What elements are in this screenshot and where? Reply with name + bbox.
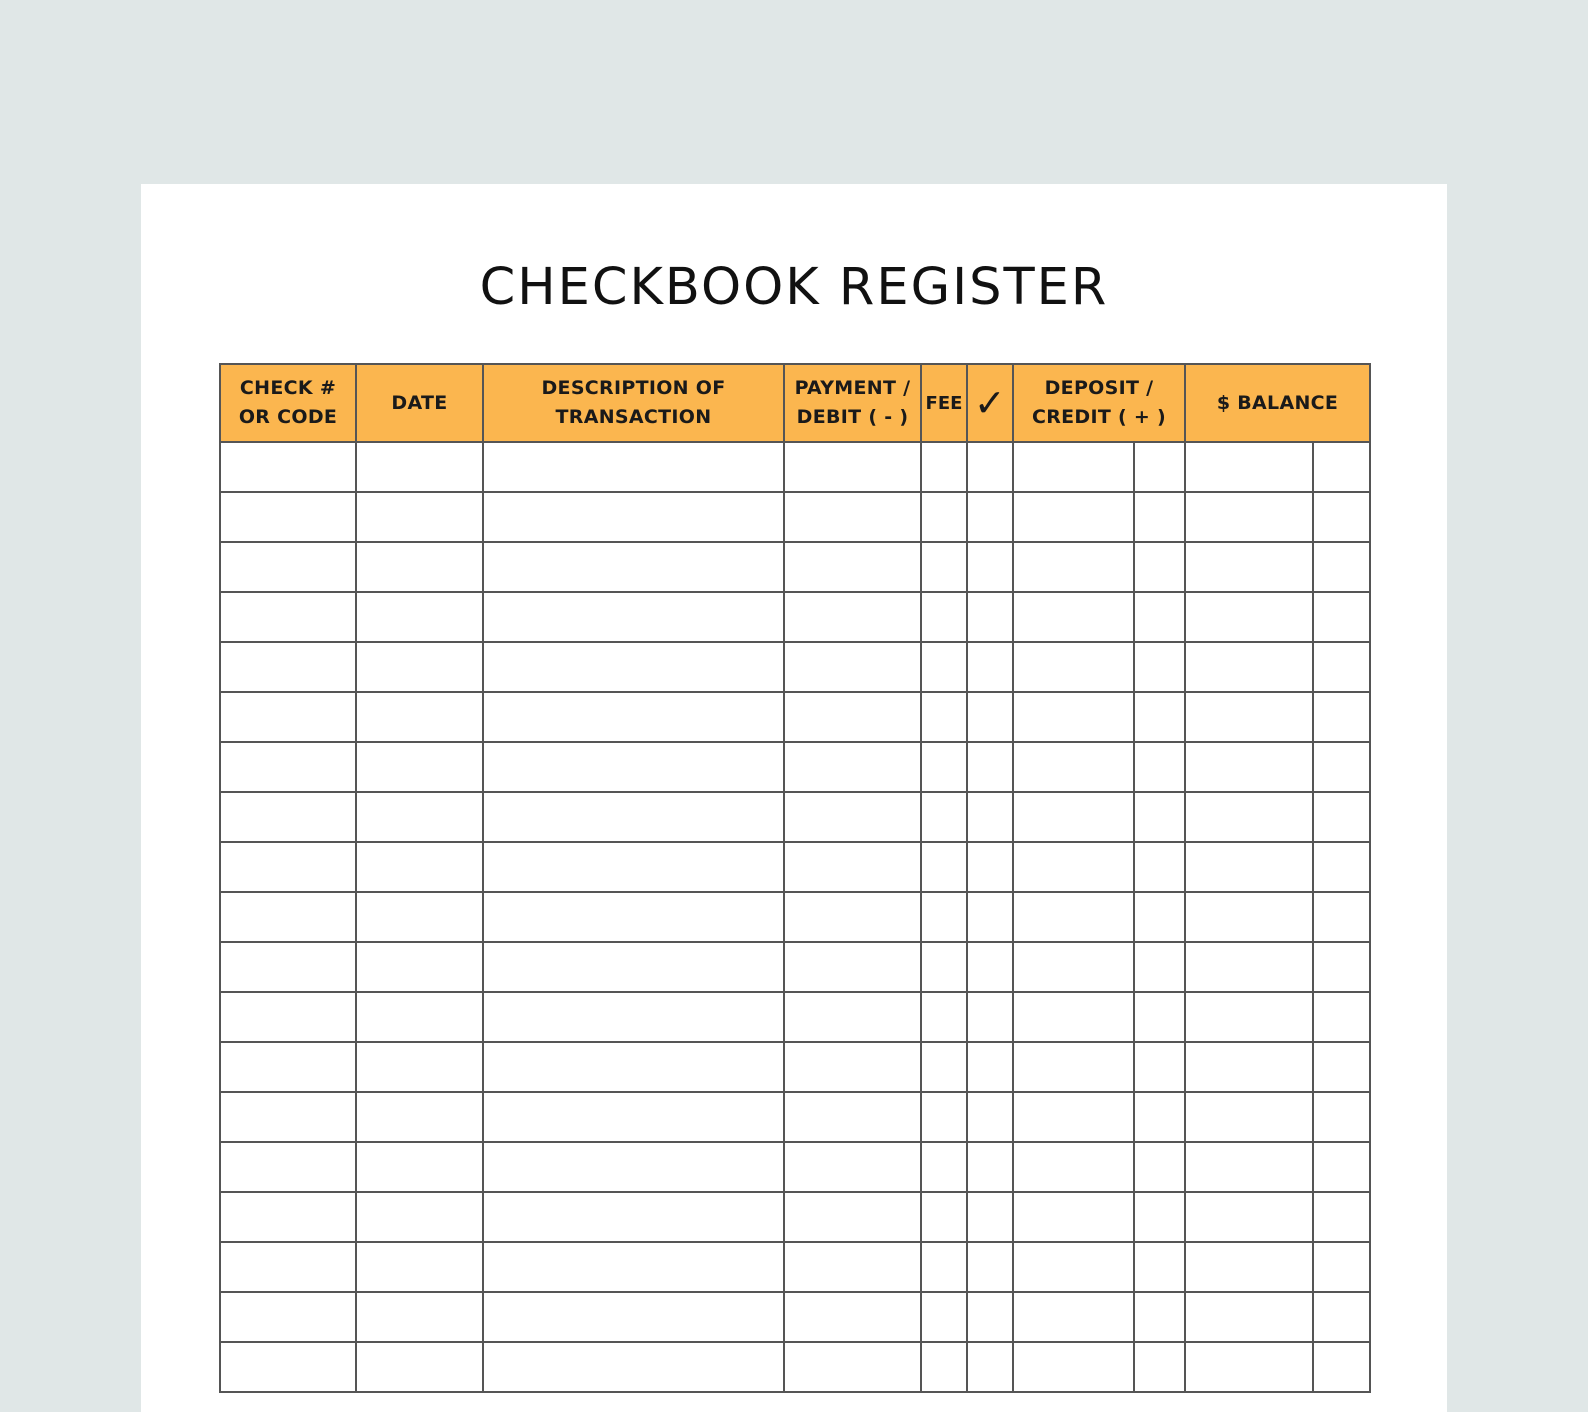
date-cell[interactable] [356, 442, 483, 492]
fee-cell[interactable] [921, 1092, 967, 1142]
balance-dollars-cell[interactable] [1185, 1242, 1313, 1292]
deposit-cents-cell[interactable] [1134, 742, 1185, 792]
fee-cell[interactable] [921, 542, 967, 592]
deposit-dollars-cell[interactable] [1013, 1192, 1134, 1242]
balance-cents-cell[interactable] [1313, 842, 1370, 892]
description-cell[interactable] [483, 1192, 784, 1242]
deposit-dollars-cell[interactable] [1013, 1342, 1134, 1392]
check-code-cell[interactable] [220, 592, 356, 642]
cleared-cell[interactable] [967, 842, 1013, 892]
register-row [220, 1342, 1370, 1392]
cleared-cell[interactable] [967, 492, 1013, 542]
description-cell[interactable] [483, 442, 784, 492]
date-cell[interactable] [356, 592, 483, 642]
fee-cell[interactable] [921, 692, 967, 742]
cleared-cell[interactable] [967, 792, 1013, 842]
register-row [220, 642, 1370, 692]
check-code-cell[interactable] [220, 442, 356, 492]
column-header-balance: $ BALANCE [1185, 364, 1370, 442]
description-cell[interactable] [483, 1342, 784, 1392]
description-cell[interactable] [483, 542, 784, 592]
deposit-cents-cell[interactable] [1134, 1142, 1185, 1192]
description-cell[interactable] [483, 1242, 784, 1292]
balance-cents-cell[interactable] [1313, 1142, 1370, 1192]
register-row [220, 1192, 1370, 1242]
cleared-cell[interactable] [967, 1042, 1013, 1092]
register-row [220, 992, 1370, 1042]
balance-cents-cell[interactable] [1313, 492, 1370, 542]
cleared-cell[interactable] [967, 992, 1013, 1042]
balance-dollars-cell[interactable] [1185, 842, 1313, 892]
deposit-cents-cell[interactable] [1134, 1042, 1185, 1092]
payment-debit-cell[interactable] [784, 1092, 921, 1142]
deposit-dollars-cell[interactable] [1013, 642, 1134, 692]
deposit-cents-cell[interactable] [1134, 1342, 1185, 1392]
deposit-dollars-cell[interactable] [1013, 1042, 1134, 1092]
description-cell[interactable] [483, 1142, 784, 1192]
cleared-cell[interactable] [967, 592, 1013, 642]
fee-cell[interactable] [921, 1042, 967, 1092]
balance-cents-cell[interactable] [1313, 1192, 1370, 1242]
fee-cell[interactable] [921, 1192, 967, 1242]
balance-cents-cell[interactable] [1313, 992, 1370, 1042]
date-cell[interactable] [356, 742, 483, 792]
balance-dollars-cell[interactable] [1185, 992, 1313, 1042]
cleared-cell[interactable] [967, 742, 1013, 792]
register-row [220, 542, 1370, 592]
balance-dollars-cell[interactable] [1185, 1342, 1313, 1392]
checkbook-register-table [219, 363, 1371, 1393]
column-header-description: DESCRIPTION OF TRANSACTION [483, 364, 784, 442]
check-code-cell[interactable] [220, 542, 356, 592]
deposit-cents-cell[interactable] [1134, 692, 1185, 742]
description-cell[interactable] [483, 842, 784, 892]
register-row [220, 842, 1370, 892]
payment-debit-cell[interactable] [784, 492, 921, 542]
balance-cents-cell[interactable] [1313, 442, 1370, 492]
description-cell[interactable] [483, 692, 784, 742]
deposit-cents-cell[interactable] [1134, 1092, 1185, 1142]
balance-dollars-cell[interactable] [1185, 642, 1313, 692]
check-code-cell[interactable] [220, 492, 356, 542]
deposit-cents-cell[interactable] [1134, 542, 1185, 592]
cleared-cell[interactable] [967, 1092, 1013, 1142]
check-code-cell[interactable] [220, 742, 356, 792]
check-code-cell[interactable] [220, 792, 356, 842]
balance-dollars-cell[interactable] [1185, 692, 1313, 742]
fee-cell[interactable] [921, 892, 967, 942]
date-cell[interactable] [356, 642, 483, 692]
fee-cell[interactable] [921, 1142, 967, 1192]
deposit-dollars-cell[interactable] [1013, 592, 1134, 642]
balance-dollars-cell[interactable] [1185, 492, 1313, 542]
date-cell[interactable] [356, 892, 483, 942]
column-header-fee: FEE [921, 364, 967, 442]
balance-cents-cell[interactable] [1313, 592, 1370, 642]
deposit-dollars-cell[interactable] [1013, 842, 1134, 892]
date-cell[interactable] [356, 1292, 483, 1342]
check-code-cell[interactable] [220, 892, 356, 942]
checkmark-icon: ✓ [967, 364, 1013, 442]
check-code-cell[interactable] [220, 992, 356, 1042]
description-cell[interactable] [483, 1292, 784, 1342]
check-code-cell[interactable] [220, 942, 356, 992]
payment-debit-cell[interactable] [784, 792, 921, 842]
register-row [220, 442, 1370, 492]
date-cell[interactable] [356, 1042, 483, 1092]
cleared-cell[interactable] [967, 692, 1013, 742]
deposit-dollars-cell[interactable] [1013, 742, 1134, 792]
payment-debit-cell[interactable] [784, 892, 921, 942]
check-code-cell[interactable] [220, 842, 356, 892]
balance-cents-cell[interactable] [1313, 542, 1370, 592]
payment-debit-cell[interactable] [784, 992, 921, 1042]
deposit-cents-cell[interactable] [1134, 442, 1185, 492]
date-cell[interactable] [356, 942, 483, 992]
fee-cell[interactable] [921, 1292, 967, 1342]
description-cell[interactable] [483, 892, 784, 942]
check-code-cell[interactable] [220, 1242, 356, 1292]
deposit-dollars-cell[interactable] [1013, 1142, 1134, 1192]
cleared-cell[interactable] [967, 542, 1013, 592]
check-code-cell[interactable] [220, 1092, 356, 1142]
register-row [220, 942, 1370, 992]
description-cell[interactable] [483, 942, 784, 992]
cleared-cell[interactable] [967, 1142, 1013, 1192]
cleared-cell[interactable] [967, 442, 1013, 492]
payment-debit-cell[interactable] [784, 1342, 921, 1392]
description-cell[interactable] [483, 792, 784, 842]
column-header-check-code: CHECK # OR CODE [220, 364, 356, 442]
cleared-cell[interactable] [967, 1192, 1013, 1242]
balance-dollars-cell[interactable] [1185, 792, 1313, 842]
check-code-cell[interactable] [220, 1042, 356, 1092]
deposit-dollars-cell[interactable] [1013, 442, 1134, 492]
balance-dollars-cell[interactable] [1185, 542, 1313, 592]
register-row [220, 492, 1370, 542]
balance-cents-cell[interactable] [1313, 942, 1370, 992]
register-row [220, 792, 1370, 842]
payment-debit-cell[interactable] [784, 642, 921, 692]
deposit-cents-cell[interactable] [1134, 892, 1185, 942]
description-cell[interactable] [483, 642, 784, 692]
check-code-cell[interactable] [220, 1292, 356, 1342]
register-row [220, 742, 1370, 792]
payment-debit-cell[interactable] [784, 592, 921, 642]
date-cell[interactable] [356, 1192, 483, 1242]
payment-debit-cell[interactable] [784, 1142, 921, 1192]
description-cell[interactable] [483, 492, 784, 542]
deposit-dollars-cell[interactable] [1013, 992, 1134, 1042]
check-code-cell[interactable] [220, 1142, 356, 1192]
fee-cell[interactable] [921, 442, 967, 492]
balance-cents-cell[interactable] [1313, 742, 1370, 792]
description-cell[interactable] [483, 1092, 784, 1142]
deposit-cents-cell[interactable] [1134, 642, 1185, 692]
column-header-deposit-credit: DEPOSIT / CREDIT ( + ) [1013, 364, 1185, 442]
description-cell[interactable] [483, 1042, 784, 1092]
register-row [220, 1042, 1370, 1092]
cleared-cell[interactable] [967, 1242, 1013, 1292]
deposit-cents-cell[interactable] [1134, 792, 1185, 842]
register-row [220, 1242, 1370, 1292]
register-rows [220, 442, 1370, 1392]
payment-debit-cell[interactable] [784, 1242, 921, 1292]
balance-dollars-cell[interactable] [1185, 442, 1313, 492]
fee-cell[interactable] [921, 592, 967, 642]
fee-cell[interactable] [921, 842, 967, 892]
check-code-cell[interactable] [220, 1192, 356, 1242]
deposit-dollars-cell[interactable] [1013, 942, 1134, 992]
date-cell[interactable] [356, 1342, 483, 1392]
balance-cents-cell[interactable] [1313, 1242, 1370, 1292]
balance-dollars-cell[interactable] [1185, 1142, 1313, 1192]
register-row [220, 1092, 1370, 1142]
deposit-dollars-cell[interactable] [1013, 1242, 1134, 1292]
payment-debit-cell[interactable] [784, 842, 921, 892]
balance-dollars-cell[interactable] [1185, 892, 1313, 942]
balance-dollars-cell[interactable] [1185, 742, 1313, 792]
balance-dollars-cell[interactable] [1185, 1092, 1313, 1142]
page-title: CHECKBOOK REGISTER [479, 258, 1109, 317]
register-row [220, 892, 1370, 942]
register-row [220, 1292, 1370, 1342]
register-row [220, 592, 1370, 642]
balance-cents-cell[interactable] [1313, 1342, 1370, 1392]
deposit-cents-cell[interactable] [1134, 1192, 1185, 1242]
balance-dollars-cell[interactable] [1185, 942, 1313, 992]
deposit-dollars-cell[interactable] [1013, 1292, 1134, 1342]
date-cell[interactable] [356, 492, 483, 542]
fee-cell[interactable] [921, 642, 967, 692]
date-cell[interactable] [356, 1142, 483, 1192]
deposit-dollars-cell[interactable] [1013, 542, 1134, 592]
deposit-cents-cell[interactable] [1134, 1292, 1185, 1342]
description-cell[interactable] [483, 592, 784, 642]
header-row [220, 364, 1370, 442]
cleared-cell[interactable] [967, 892, 1013, 942]
deposit-dollars-cell[interactable] [1013, 792, 1134, 842]
deposit-dollars-cell[interactable] [1013, 1092, 1134, 1142]
payment-debit-cell[interactable] [784, 442, 921, 492]
description-cell[interactable] [483, 992, 784, 1042]
payment-debit-cell[interactable] [784, 1292, 921, 1342]
date-cell[interactable] [356, 692, 483, 742]
date-cell[interactable] [356, 842, 483, 892]
payment-debit-cell[interactable] [784, 942, 921, 992]
cleared-cell[interactable] [967, 942, 1013, 992]
date-cell[interactable] [356, 792, 483, 842]
cleared-cell[interactable] [967, 1342, 1013, 1392]
fee-cell[interactable] [921, 942, 967, 992]
payment-debit-cell[interactable] [784, 1042, 921, 1092]
balance-cents-cell[interactable] [1313, 792, 1370, 842]
fee-cell[interactable] [921, 742, 967, 792]
fee-cell[interactable] [921, 992, 967, 1042]
date-cell[interactable] [356, 992, 483, 1042]
payment-debit-cell[interactable] [784, 742, 921, 792]
date-cell[interactable] [356, 1092, 483, 1142]
cleared-cell[interactable] [967, 1292, 1013, 1342]
check-code-cell[interactable] [220, 642, 356, 692]
column-header-payment-debit: PAYMENT / DEBIT ( - ) [784, 364, 921, 442]
payment-debit-cell[interactable] [784, 542, 921, 592]
deposit-cents-cell[interactable] [1134, 992, 1185, 1042]
register-page [141, 184, 1447, 1412]
deposit-cents-cell[interactable] [1134, 842, 1185, 892]
cleared-cell[interactable] [967, 642, 1013, 692]
date-cell[interactable] [356, 542, 483, 592]
fee-cell[interactable] [921, 492, 967, 542]
fee-cell[interactable] [921, 1342, 967, 1392]
balance-cents-cell[interactable] [1313, 1042, 1370, 1092]
deposit-dollars-cell[interactable] [1013, 492, 1134, 542]
deposit-cents-cell[interactable] [1134, 1242, 1185, 1292]
date-cell[interactable] [356, 1242, 483, 1292]
description-cell[interactable] [483, 742, 784, 792]
deposit-dollars-cell[interactable] [1013, 692, 1134, 742]
balance-dollars-cell[interactable] [1185, 592, 1313, 642]
fee-cell[interactable] [921, 792, 967, 842]
balance-dollars-cell[interactable] [1185, 1192, 1313, 1242]
check-code-cell[interactable] [220, 692, 356, 742]
deposit-cents-cell[interactable] [1134, 492, 1185, 542]
balance-cents-cell[interactable] [1313, 1092, 1370, 1142]
payment-debit-cell[interactable] [784, 1192, 921, 1242]
fee-cell[interactable] [921, 1242, 967, 1292]
register-row [220, 1142, 1370, 1192]
register-row [220, 692, 1370, 742]
deposit-dollars-cell[interactable] [1013, 892, 1134, 942]
balance-dollars-cell[interactable] [1185, 1042, 1313, 1092]
payment-debit-cell[interactable] [784, 692, 921, 742]
check-code-cell[interactable] [220, 1342, 356, 1392]
balance-cents-cell[interactable] [1313, 692, 1370, 742]
column-header-date: DATE [356, 364, 483, 442]
balance-cents-cell[interactable] [1313, 642, 1370, 692]
deposit-cents-cell[interactable] [1134, 942, 1185, 992]
balance-cents-cell[interactable] [1313, 1292, 1370, 1342]
balance-dollars-cell[interactable] [1185, 1292, 1313, 1342]
balance-cents-cell[interactable] [1313, 892, 1370, 942]
deposit-cents-cell[interactable] [1134, 592, 1185, 642]
